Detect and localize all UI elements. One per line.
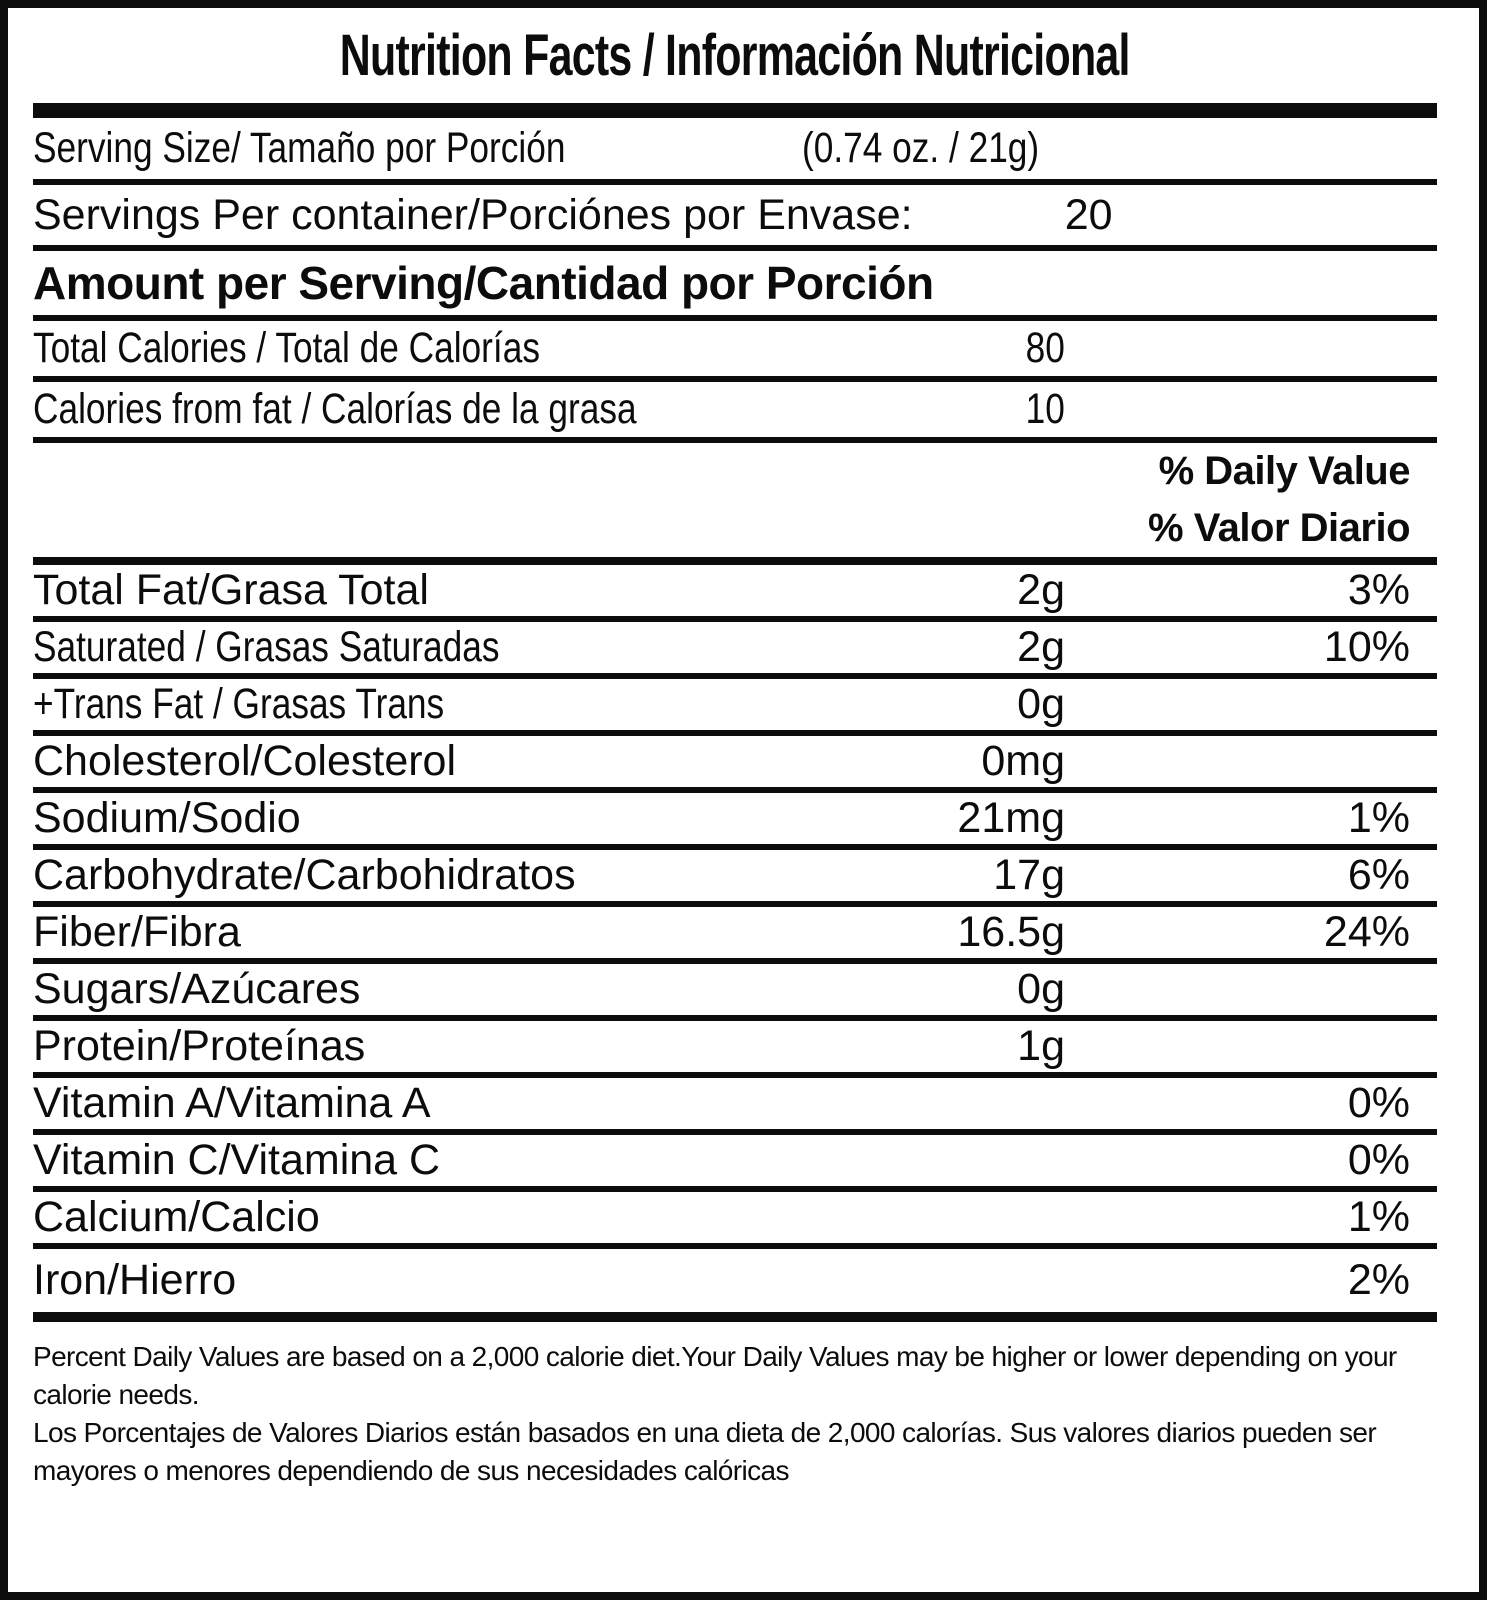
- nutrient-label: Total Fat/Grasa Total: [33, 566, 429, 614]
- table-row: [33, 679, 1437, 736]
- nutrient-label: Carbohydrate/Carbohidratos: [33, 851, 576, 899]
- footnote-en: Percent Daily Values are based on a 2,000 calorie diet.Your Daily Values may be higher or lower depending on your calorie needs.: [33, 1341, 1397, 1410]
- nutrient-daily-value: 6%: [1347, 851, 1410, 899]
- servings-per-container-row: [33, 185, 1437, 245]
- calorie-rows: [33, 321, 1437, 443]
- label-header: [33, 8, 1437, 103]
- nutrient-daily-value: 0%: [1347, 1136, 1410, 1184]
- nutrient-daily-value: 1%: [1347, 794, 1410, 842]
- nutrient-label: Calcium/Calcio: [33, 1193, 320, 1241]
- calorie-value: 10: [1025, 385, 1065, 433]
- nutrient-daily-value: 24%: [1323, 908, 1410, 956]
- nutrient-label: Cholesterol/Colesterol: [33, 737, 457, 785]
- nutrient-label: Iron/Hierro: [33, 1256, 237, 1304]
- table-row: [33, 907, 1437, 964]
- table-row: [33, 736, 1437, 793]
- table-row: [33, 793, 1437, 850]
- footnote-es: Los Porcentajes de Valores Diarios están basados en una dieta de 2,000 calorías. Sus valores diarios pueden ser mayores o menores dependiendo de sus necesidades calóricas: [33, 1417, 1377, 1486]
- nutrient-amount: 21mg: [957, 794, 1065, 842]
- divider-thick-top: [33, 103, 1437, 118]
- calorie-label: Total Calories / Total de Calorías: [33, 324, 540, 372]
- nutrient-amount: 16.5g: [957, 908, 1065, 956]
- nutrient-label: Fiber/Fibra: [33, 908, 241, 956]
- nutrient-daily-value: 10%: [1323, 623, 1410, 671]
- nutrient-amount: 0g: [1017, 965, 1065, 1013]
- nutrient-label: Vitamin C/Vitamina C: [33, 1136, 441, 1184]
- page-title: Nutrition Facts / Información Nutricional: [340, 23, 1130, 88]
- table-row: [33, 1192, 1437, 1249]
- divider-thick-bottom: [33, 1312, 1437, 1322]
- nutrient-label: Sodium/Sodio: [33, 794, 301, 842]
- servings-per-container-value: 20: [1064, 190, 1113, 239]
- nutrient-table: [33, 565, 1437, 1312]
- nutrient-amount: 0mg: [981, 737, 1065, 785]
- calorie-row: [33, 321, 1437, 382]
- calorie-value: 80: [1025, 324, 1065, 372]
- daily-value-header-es: % Valor Diario: [1148, 506, 1410, 550]
- table-row: [33, 1249, 1437, 1312]
- table-row: [33, 1135, 1437, 1192]
- nutrient-label: Protein/Proteínas: [33, 1022, 366, 1070]
- nutrient-daily-value: 2%: [1347, 1256, 1410, 1304]
- nutrient-amount: 1g: [1017, 1022, 1065, 1070]
- footnote: [33, 1322, 1437, 1490]
- nutrient-amount: 2g: [1017, 623, 1065, 671]
- nutrient-amount: 2g: [1017, 566, 1065, 614]
- daily-value-header: [33, 443, 1437, 557]
- table-row: [33, 1021, 1437, 1078]
- nutrient-daily-value: 0%: [1347, 1079, 1410, 1127]
- nutrient-label: Saturated / Grasas Saturadas: [33, 623, 500, 671]
- table-row: [33, 622, 1437, 679]
- daily-value-header-en: % Daily Value: [1158, 449, 1410, 493]
- table-row: [33, 565, 1437, 622]
- table-row: [33, 850, 1437, 907]
- nutrient-label: Sugars/Azúcares: [33, 965, 361, 1013]
- nutrient-daily-value: 1%: [1347, 1193, 1410, 1241]
- table-row: [33, 1078, 1437, 1135]
- nutrient-daily-value: 3%: [1347, 566, 1410, 614]
- serving-size-row: [33, 118, 1437, 179]
- table-row: [33, 964, 1437, 1021]
- serving-size-label: Serving Size/ Tamaño por Porción: [33, 124, 566, 172]
- serving-size-value: (0.74 oz. / 21g): [802, 124, 1040, 172]
- calorie-row: [33, 382, 1437, 443]
- nutrient-amount: 17g: [993, 851, 1065, 899]
- divider: [33, 557, 1437, 565]
- calorie-label: Calories from fat / Calorías de la grasa: [33, 385, 637, 433]
- nutrient-amount: 0g: [1017, 680, 1065, 728]
- nutrient-label: Vitamin A/Vitamina A: [33, 1079, 431, 1127]
- nutrient-label: +Trans Fat / Grasas Trans: [33, 680, 445, 728]
- servings-per-container-label: Servings Per container/Porciónes por Envase:: [33, 190, 913, 239]
- amount-per-serving-header: Amount per Serving/Cantidad por Porción: [33, 257, 934, 309]
